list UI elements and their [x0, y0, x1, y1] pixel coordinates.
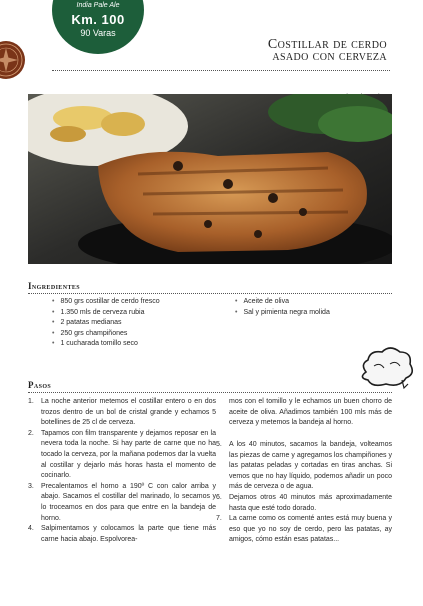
- step-text: A los 40 minutos, sacamos la bandeja, volteamos las piezas de carne y agregamos los champiñones y las patatas peladas y cortadas en tiras anchas. Si vemos que no hay líquido, podemos añadir un poco más de cerveza o de agua.: [229, 441, 392, 491]
- step-text: La carne como os comenté antes está muy buena y eso que yo no soy de cerdo, pero las patatas, ay amigos, cómo están esas patatas...: [229, 515, 392, 544]
- cloud-illustration-icon: [356, 344, 416, 392]
- title-line-2: asado con cerveza: [272, 49, 387, 64]
- title-divider: [52, 70, 390, 71]
- step-text: La noche anterior metemos el costillar entero o en dos trozos dentro de un bol de cristal grande y echamos 5 botellines de 25 cl de cerveza.: [41, 398, 216, 427]
- list-item: [216, 440, 392, 493]
- list-item: [28, 429, 216, 482]
- step-number: 7.: [216, 515, 222, 523]
- list-item: • 850 grs costillar de cerdo fresco: [52, 297, 160, 308]
- title-line-1: Costillar de cerdo: [267, 37, 387, 52]
- list-item: • 1 cucharada tomillo seco: [52, 339, 160, 350]
- list-item: • 1.350 mls de cerveza rubia: [52, 308, 160, 319]
- recipe-title: [268, 39, 387, 63]
- step-number: 6.: [216, 493, 222, 501]
- step-number: 2.: [28, 429, 34, 437]
- list-item: [28, 482, 216, 524]
- seal-icon: [0, 40, 26, 80]
- list-item: [216, 514, 392, 546]
- step-text: Dejamos otros 40 minutos más aproximadamente hasta que esté todo dorado.: [229, 493, 392, 512]
- badge-style: India Pale Ale: [76, 2, 120, 9]
- brewery-badge: [52, 0, 144, 54]
- steps-heading: Pasos: [28, 380, 52, 390]
- step-number: 4.: [28, 525, 34, 533]
- list-item: • 250 grs champiñones: [52, 329, 160, 340]
- steps-list-1: [28, 397, 216, 545]
- ingredients-heading: Ingredientes: [28, 281, 80, 291]
- list-item: [28, 524, 216, 545]
- step-number: 1.: [28, 398, 34, 405]
- step-4-continuation: mos con el tomillo y le echamos un buen chorro de aceite de oliva. Añadimos también 100 mls más de cerveza y metemos la bandeja al horno.: [229, 398, 392, 427]
- list-item: • 2 patatas medianas: [52, 318, 160, 329]
- list-item: [216, 493, 392, 514]
- step-text: Precalentamos el horno a 190º C con calor arriba y abajo. Sacamos el costillar del marinado, lo secamos y lo troceamos en dos para que entre en la bandeja de horno.: [41, 482, 216, 522]
- list-item: • Aceite de oliva: [235, 297, 330, 308]
- step-number: 3.: [28, 482, 34, 490]
- steps-divider: [28, 392, 392, 393]
- ingredients-list-1: [52, 297, 160, 350]
- step-text: Tapamos con film transparente y dejamos reposar en la nevera toda la noche. Si hay parte de carne que no ha tocado la cerveza, por la mañana podemos dar la vuelta al costillar y dejarlo más horas hasta el momento de cocinarlo.: [41, 429, 216, 480]
- ingredients-list-2: [235, 297, 330, 318]
- badge-km: Km. 100: [71, 12, 125, 27]
- steps-list-2: [216, 440, 392, 546]
- recipe-photo: [28, 94, 392, 264]
- step-number: 5.: [216, 441, 222, 448]
- ingredients-divider: [28, 293, 392, 294]
- step-text: Salpimentamos y colocamos la parte que tiene más carne hacia abajo. Espolvorea-: [41, 525, 216, 543]
- badge-varas: 90 Varas: [80, 28, 116, 38]
- list-item: [28, 397, 216, 429]
- list-item: • Sal y pimienta negra molida: [235, 308, 330, 319]
